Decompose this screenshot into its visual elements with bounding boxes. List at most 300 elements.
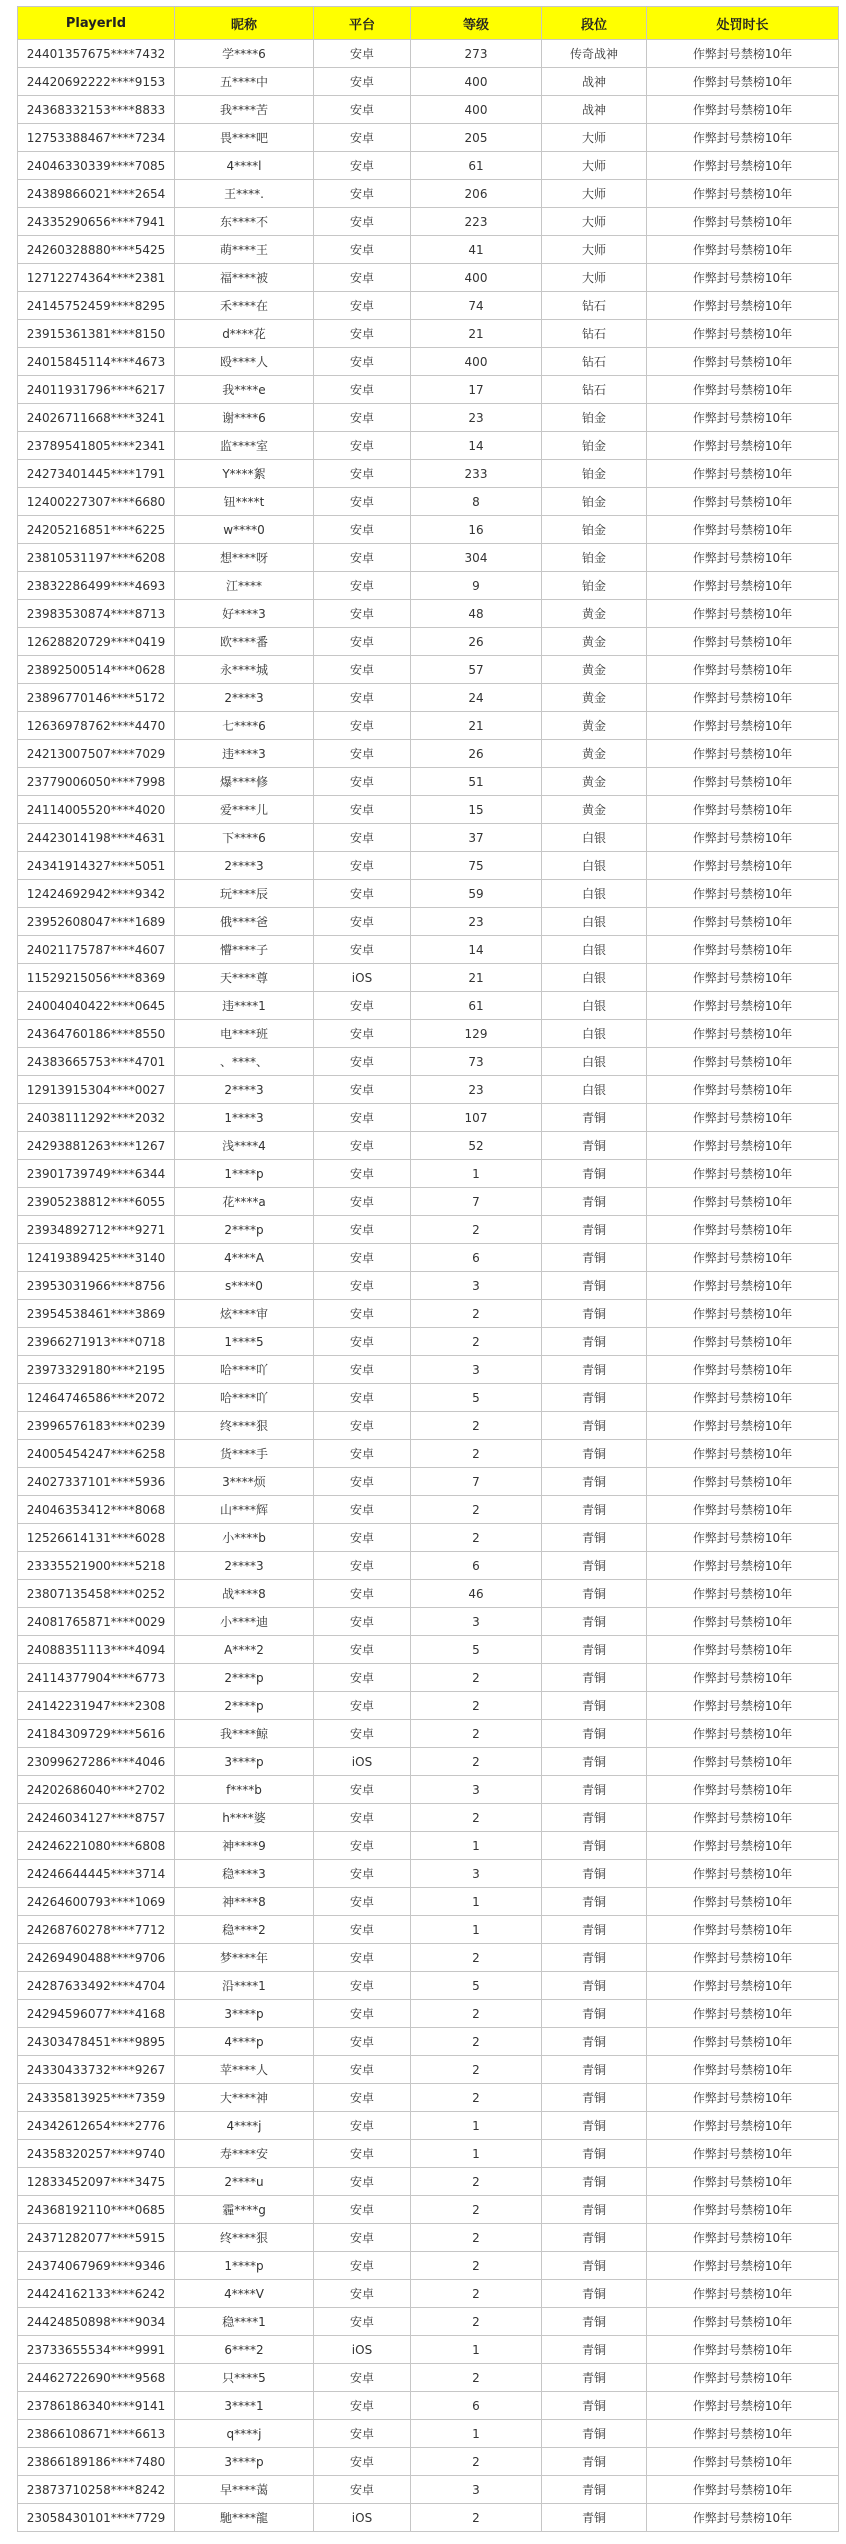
platform-cell: 安卓 — [314, 348, 411, 376]
rank-cell: 青铜 — [542, 1944, 647, 1972]
rank-cell: 青铜 — [542, 1356, 647, 1384]
platform-cell: 安卓 — [314, 1916, 411, 1944]
ban-list-sheet — [17, 6, 838, 2532]
penalty-cell: 作弊封号禁榜10年 — [647, 1356, 839, 1384]
level-cell: 6 — [411, 1244, 542, 1272]
nickname-cell: 货****手 — [175, 1440, 314, 1468]
penalty-cell: 作弊封号禁榜10年 — [647, 40, 839, 68]
table-row — [18, 432, 839, 460]
platform-cell: 安卓 — [314, 1832, 411, 1860]
player-id-cell: 24246034127****8757 — [18, 1804, 175, 1832]
platform-cell: 安卓 — [314, 1580, 411, 1608]
platform-cell: 安卓 — [314, 1384, 411, 1412]
column-header-penalty: 处罚时长 — [647, 7, 839, 40]
penalty-cell: 作弊封号禁榜10年 — [647, 2336, 839, 2364]
platform-cell: 安卓 — [314, 684, 411, 712]
level-cell: 2 — [411, 1328, 542, 1356]
platform-cell: 安卓 — [314, 2000, 411, 2028]
rank-cell: 青铜 — [542, 2084, 647, 2112]
player-id-cell: 24287633492****4704 — [18, 1972, 175, 2000]
player-id-cell: 24273401445****1791 — [18, 460, 175, 488]
nickname-cell: 神****8 — [175, 1888, 314, 1916]
penalty-cell: 作弊封号禁榜10年 — [647, 2392, 839, 2420]
rank-cell: 青铜 — [542, 2280, 647, 2308]
platform-cell: 安卓 — [314, 488, 411, 516]
nickname-cell: 花****a — [175, 1188, 314, 1216]
level-cell: 2 — [411, 1440, 542, 1468]
platform-cell: 安卓 — [314, 2056, 411, 2084]
level-cell: 2 — [411, 1524, 542, 1552]
rank-cell: 青铜 — [542, 1272, 647, 1300]
platform-cell: 安卓 — [314, 320, 411, 348]
nickname-cell: 谢****6 — [175, 404, 314, 432]
penalty-cell: 作弊封号禁榜10年 — [647, 2084, 839, 2112]
rank-cell: 青铜 — [542, 2476, 647, 2504]
platform-cell: 安卓 — [314, 1272, 411, 1300]
platform-cell: 安卓 — [314, 2476, 411, 2504]
level-cell: 2 — [411, 2308, 542, 2336]
rank-cell: 青铜 — [542, 2000, 647, 2028]
platform-cell: 安卓 — [314, 2308, 411, 2336]
table-row — [18, 2392, 839, 2420]
platform-cell: 安卓 — [314, 180, 411, 208]
platform-cell: 安卓 — [314, 460, 411, 488]
player-id-cell: 24335290656****7941 — [18, 208, 175, 236]
platform-cell: 安卓 — [314, 68, 411, 96]
platform-cell: 安卓 — [314, 1160, 411, 1188]
rank-cell: 青铜 — [542, 1552, 647, 1580]
player-id-cell: 11529215056****8369 — [18, 964, 175, 992]
rank-cell: 青铜 — [542, 2504, 647, 2532]
level-cell: 26 — [411, 740, 542, 768]
rank-cell: 战神 — [542, 96, 647, 124]
platform-cell: 安卓 — [314, 600, 411, 628]
table-row — [18, 544, 839, 572]
penalty-cell: 作弊封号禁榜10年 — [647, 880, 839, 908]
rank-cell: 白银 — [542, 880, 647, 908]
nickname-cell: A****2 — [175, 1636, 314, 1664]
level-cell: 7 — [411, 1188, 542, 1216]
rank-cell: 青铜 — [542, 1664, 647, 1692]
penalty-cell: 作弊封号禁榜10年 — [647, 992, 839, 1020]
nickname-cell: 小****迪 — [175, 1608, 314, 1636]
player-id-cell: 12753388467****7234 — [18, 124, 175, 152]
table-row — [18, 2420, 839, 2448]
player-id-cell: 23866189186****7480 — [18, 2448, 175, 2476]
platform-cell: 安卓 — [314, 2028, 411, 2056]
penalty-cell: 作弊封号禁榜10年 — [647, 1468, 839, 1496]
level-cell: 17 — [411, 376, 542, 404]
rank-cell: 白银 — [542, 852, 647, 880]
penalty-cell: 作弊封号禁榜10年 — [647, 1608, 839, 1636]
table-row — [18, 2308, 839, 2336]
penalty-cell: 作弊封号禁榜10年 — [647, 1804, 839, 1832]
player-id-cell: 24184309729****5616 — [18, 1720, 175, 1748]
player-id-cell: 23983530874****8713 — [18, 600, 175, 628]
level-cell: 37 — [411, 824, 542, 852]
player-id-cell: 12636978762****4470 — [18, 712, 175, 740]
rank-cell: 青铜 — [542, 1160, 647, 1188]
level-cell: 2 — [411, 2252, 542, 2280]
penalty-cell: 作弊封号禁榜10年 — [647, 488, 839, 516]
platform-cell: iOS — [314, 964, 411, 992]
nickname-cell: 3****p — [175, 1748, 314, 1776]
table-row — [18, 1328, 839, 1356]
player-id-cell: 24205216851****6225 — [18, 516, 175, 544]
platform-cell: 安卓 — [314, 908, 411, 936]
platform-cell: 安卓 — [314, 1776, 411, 1804]
rank-cell: 青铜 — [542, 1216, 647, 1244]
player-id-cell: 24246221080****6808 — [18, 1832, 175, 1860]
penalty-cell: 作弊封号禁榜10年 — [647, 628, 839, 656]
rank-cell: 大师 — [542, 152, 647, 180]
table-row — [18, 1524, 839, 1552]
table-row — [18, 404, 839, 432]
platform-cell: 安卓 — [314, 208, 411, 236]
platform-cell: 安卓 — [314, 992, 411, 1020]
table-row — [18, 1608, 839, 1636]
rank-cell: 大师 — [542, 124, 647, 152]
penalty-cell: 作弊封号禁榜10年 — [647, 1104, 839, 1132]
player-id-cell: 12913915304****0027 — [18, 1076, 175, 1104]
level-cell: 3 — [411, 1608, 542, 1636]
table-row — [18, 2476, 839, 2504]
rank-cell: 青铜 — [542, 1188, 647, 1216]
nickname-cell: 天****尊 — [175, 964, 314, 992]
rank-cell: 大师 — [542, 208, 647, 236]
level-cell: 2 — [411, 2196, 542, 2224]
table-row — [18, 516, 839, 544]
rank-cell: 青铜 — [542, 1524, 647, 1552]
table-row — [18, 488, 839, 516]
table-row — [18, 1132, 839, 1160]
player-id-cell: 24246644445****3714 — [18, 1860, 175, 1888]
nickname-cell: 大****神 — [175, 2084, 314, 2112]
nickname-cell: 2****p — [175, 1664, 314, 1692]
penalty-cell: 作弊封号禁榜10年 — [647, 2252, 839, 2280]
table-row — [18, 320, 839, 348]
table-row — [18, 1692, 839, 1720]
platform-cell: 安卓 — [314, 2140, 411, 2168]
penalty-cell: 作弊封号禁榜10年 — [647, 2112, 839, 2140]
table-row — [18, 180, 839, 208]
player-id-cell: 23901739749****6344 — [18, 1160, 175, 1188]
nickname-cell: Y****絮 — [175, 460, 314, 488]
nickname-cell: 2****3 — [175, 1552, 314, 1580]
table-row — [18, 1944, 839, 1972]
nickname-cell: 爆****修 — [175, 768, 314, 796]
rank-cell: 钻石 — [542, 376, 647, 404]
table-row — [18, 2224, 839, 2252]
level-cell: 2 — [411, 2084, 542, 2112]
table-row — [18, 2448, 839, 2476]
rank-cell: 传奇战神 — [542, 40, 647, 68]
table-row — [18, 152, 839, 180]
platform-cell: 安卓 — [314, 1104, 411, 1132]
nickname-cell: 萌****王 — [175, 236, 314, 264]
player-id-cell: 24374067969****9346 — [18, 2252, 175, 2280]
player-id-cell: 23934892712****9271 — [18, 1216, 175, 1244]
penalty-cell: 作弊封号禁榜10年 — [647, 908, 839, 936]
platform-cell: 安卓 — [314, 152, 411, 180]
nickname-cell: 钮****t — [175, 488, 314, 516]
penalty-cell: 作弊封号禁榜10年 — [647, 1160, 839, 1188]
table-row — [18, 2140, 839, 2168]
rank-cell: 青铜 — [542, 1748, 647, 1776]
nickname-cell: s****0 — [175, 1272, 314, 1300]
player-id-cell: 23896770146****5172 — [18, 684, 175, 712]
player-id-cell: 12424692942****9342 — [18, 880, 175, 908]
nickname-cell: 1****3 — [175, 1104, 314, 1132]
rank-cell: 青铜 — [542, 1384, 647, 1412]
table-row — [18, 936, 839, 964]
platform-cell: 安卓 — [314, 572, 411, 600]
rank-cell: 白银 — [542, 1076, 647, 1104]
rank-cell: 青铜 — [542, 1804, 647, 1832]
rank-cell: 黄金 — [542, 768, 647, 796]
player-id-cell: 23953031966****8756 — [18, 1272, 175, 1300]
nickname-cell: 早****蔼 — [175, 2476, 314, 2504]
rank-cell: 战神 — [542, 68, 647, 96]
level-cell: 8 — [411, 488, 542, 516]
level-cell: 3 — [411, 2476, 542, 2504]
player-id-cell: 23832286499****4693 — [18, 572, 175, 600]
player-id-cell: 24424162133****6242 — [18, 2280, 175, 2308]
player-id-cell: 24213007507****7029 — [18, 740, 175, 768]
platform-cell: 安卓 — [314, 628, 411, 656]
platform-cell: 安卓 — [314, 40, 411, 68]
level-cell: 2 — [411, 2000, 542, 2028]
level-cell: 129 — [411, 1020, 542, 1048]
table-row — [18, 460, 839, 488]
nickname-cell: 战****8 — [175, 1580, 314, 1608]
platform-cell: 安卓 — [314, 1944, 411, 1972]
rank-cell: 青铜 — [542, 1916, 647, 1944]
nickname-cell: 2****u — [175, 2168, 314, 2196]
player-id-cell: 24389866021****2654 — [18, 180, 175, 208]
level-cell: 400 — [411, 96, 542, 124]
penalty-cell: 作弊封号禁榜10年 — [647, 404, 839, 432]
player-id-cell: 12464746586****2072 — [18, 1384, 175, 1412]
nickname-cell: 4****p — [175, 2028, 314, 2056]
table-row — [18, 264, 839, 292]
penalty-cell: 作弊封号禁榜10年 — [647, 2140, 839, 2168]
level-cell: 21 — [411, 320, 542, 348]
rank-cell: 青铜 — [542, 2448, 647, 2476]
player-id-cell: 24368332153****8833 — [18, 96, 175, 124]
level-cell: 1 — [411, 1916, 542, 1944]
penalty-cell: 作弊封号禁榜10年 — [647, 376, 839, 404]
nickname-cell: 小****b — [175, 1524, 314, 1552]
player-id-cell: 24046353412****8068 — [18, 1496, 175, 1524]
table-row — [18, 2336, 839, 2364]
level-cell: 6 — [411, 2392, 542, 2420]
level-cell: 61 — [411, 152, 542, 180]
player-id-cell: 24145752459****8295 — [18, 292, 175, 320]
player-id-cell: 23099627286****4046 — [18, 1748, 175, 1776]
player-id-cell: 24341914327****5051 — [18, 852, 175, 880]
table-row — [18, 880, 839, 908]
column-header-nickname: 昵称 — [175, 7, 314, 40]
rank-cell: 青铜 — [542, 1692, 647, 1720]
rank-cell: 青铜 — [542, 1132, 647, 1160]
penalty-cell: 作弊封号禁榜10年 — [647, 2056, 839, 2084]
player-id-cell: 24027337101****5936 — [18, 1468, 175, 1496]
rank-cell: 青铜 — [542, 2252, 647, 2280]
table-row — [18, 1580, 839, 1608]
level-cell: 1 — [411, 2336, 542, 2364]
rank-cell: 黄金 — [542, 628, 647, 656]
player-id-cell: 24011931796****6217 — [18, 376, 175, 404]
penalty-cell: 作弊封号禁榜10年 — [647, 544, 839, 572]
table-row — [18, 1748, 839, 1776]
table-row — [18, 1272, 839, 1300]
platform-cell: 安卓 — [314, 124, 411, 152]
platform-cell: 安卓 — [314, 712, 411, 740]
table-row — [18, 1804, 839, 1832]
penalty-cell: 作弊封号禁榜10年 — [647, 1748, 839, 1776]
penalty-cell: 作弊封号禁榜10年 — [647, 1384, 839, 1412]
penalty-cell: 作弊封号禁榜10年 — [647, 1636, 839, 1664]
rank-cell: 铂金 — [542, 432, 647, 460]
nickname-cell: 梦****年 — [175, 1944, 314, 1972]
rank-cell: 白银 — [542, 992, 647, 1020]
penalty-cell: 作弊封号禁榜10年 — [647, 1412, 839, 1440]
penalty-cell: 作弊封号禁榜10年 — [647, 2364, 839, 2392]
player-id-cell: 24368192110****0685 — [18, 2196, 175, 2224]
nickname-cell: 神****9 — [175, 1832, 314, 1860]
penalty-cell: 作弊封号禁榜10年 — [647, 1328, 839, 1356]
table-row — [18, 1832, 839, 1860]
nickname-cell: 3****烦 — [175, 1468, 314, 1496]
table-row — [18, 572, 839, 600]
table-row — [18, 1440, 839, 1468]
player-id-cell: 12400227307****6680 — [18, 488, 175, 516]
rank-cell: 黄金 — [542, 796, 647, 824]
table-row — [18, 824, 839, 852]
level-cell: 61 — [411, 992, 542, 1020]
player-id-cell: 23905238812****6055 — [18, 1188, 175, 1216]
penalty-cell: 作弊封号禁榜10年 — [647, 712, 839, 740]
level-cell: 7 — [411, 1468, 542, 1496]
player-id-cell: 24335813925****7359 — [18, 2084, 175, 2112]
penalty-cell: 作弊封号禁榜10年 — [647, 1300, 839, 1328]
rank-cell: 青铜 — [542, 1888, 647, 1916]
nickname-cell: 哈****吖 — [175, 1356, 314, 1384]
rank-cell: 钻石 — [542, 292, 647, 320]
table-row — [18, 40, 839, 68]
rank-cell: 白银 — [542, 936, 647, 964]
rank-cell: 青铜 — [542, 2308, 647, 2336]
platform-cell: 安卓 — [314, 1496, 411, 1524]
table-row — [18, 964, 839, 992]
nickname-cell: 终****狠 — [175, 2224, 314, 2252]
player-id-cell: 24423014198****4631 — [18, 824, 175, 852]
penalty-cell: 作弊封号禁榜10年 — [647, 320, 839, 348]
table-row — [18, 908, 839, 936]
platform-cell: 安卓 — [314, 1636, 411, 1664]
level-cell: 206 — [411, 180, 542, 208]
level-cell: 5 — [411, 1972, 542, 2000]
level-cell: 24 — [411, 684, 542, 712]
nickname-cell: w****0 — [175, 516, 314, 544]
penalty-cell: 作弊封号禁榜10年 — [647, 2476, 839, 2504]
nickname-cell: 稳****3 — [175, 1860, 314, 1888]
nickname-cell: 欧****番 — [175, 628, 314, 656]
rank-cell: 黄金 — [542, 600, 647, 628]
player-id-cell: 24303478451****9895 — [18, 2028, 175, 2056]
rank-cell: 钻石 — [542, 348, 647, 376]
penalty-cell: 作弊封号禁榜10年 — [647, 740, 839, 768]
player-id-cell: 24260328880****5425 — [18, 236, 175, 264]
rank-cell: 青铜 — [542, 2392, 647, 2420]
penalty-cell: 作弊封号禁榜10年 — [647, 2224, 839, 2252]
nickname-cell: 山****辉 — [175, 1496, 314, 1524]
penalty-cell: 作弊封号禁榜10年 — [647, 1972, 839, 2000]
platform-cell: 安卓 — [314, 1328, 411, 1356]
nickname-cell: 五****中 — [175, 68, 314, 96]
level-cell: 400 — [411, 264, 542, 292]
platform-cell: 安卓 — [314, 1972, 411, 2000]
nickname-cell: 4****A — [175, 1244, 314, 1272]
rank-cell: 黄金 — [542, 740, 647, 768]
table-row — [18, 1664, 839, 1692]
table-row — [18, 1916, 839, 1944]
penalty-cell: 作弊封号禁榜10年 — [647, 824, 839, 852]
column-header-platform: 平台 — [314, 7, 411, 40]
column-header-rank: 段位 — [542, 7, 647, 40]
level-cell: 46 — [411, 1580, 542, 1608]
nickname-cell: 畏****吧 — [175, 124, 314, 152]
nickname-cell: 2****p — [175, 1216, 314, 1244]
penalty-cell: 作弊封号禁榜10年 — [647, 1860, 839, 1888]
rank-cell: 青铜 — [542, 2140, 647, 2168]
column-header-level: 等级 — [411, 7, 542, 40]
penalty-cell: 作弊封号禁榜10年 — [647, 516, 839, 544]
rank-cell: 青铜 — [542, 1832, 647, 1860]
level-cell: 2 — [411, 1412, 542, 1440]
penalty-cell: 作弊封号禁榜10年 — [647, 2448, 839, 2476]
rank-cell: 青铜 — [542, 2112, 647, 2140]
rank-cell: 青铜 — [542, 1860, 647, 1888]
platform-cell: 安卓 — [314, 2084, 411, 2112]
player-id-cell: 24038111292****2032 — [18, 1104, 175, 1132]
header-row — [18, 7, 839, 40]
table-row — [18, 208, 839, 236]
table-row — [18, 1076, 839, 1104]
platform-cell: 安卓 — [314, 1356, 411, 1384]
nickname-cell: 6****2 — [175, 2336, 314, 2364]
player-id-cell: 23873710258****8242 — [18, 2476, 175, 2504]
nickname-cell: 王****. — [175, 180, 314, 208]
table-row — [18, 1468, 839, 1496]
player-id-cell: 24264600793****1069 — [18, 1888, 175, 1916]
nickname-cell: 七****6 — [175, 712, 314, 740]
table-row — [18, 1356, 839, 1384]
platform-cell: 安卓 — [314, 1132, 411, 1160]
penalty-cell: 作弊封号禁榜10年 — [647, 1552, 839, 1580]
level-cell: 2 — [411, 1748, 542, 1776]
nickname-cell: 想****呀 — [175, 544, 314, 572]
nickname-cell: 浅****4 — [175, 1132, 314, 1160]
table-row — [18, 2084, 839, 2112]
level-cell: 26 — [411, 628, 542, 656]
nickname-cell: 我****e — [175, 376, 314, 404]
nickname-cell: 我****鲸 — [175, 1720, 314, 1748]
table-row — [18, 2252, 839, 2280]
table-row — [18, 68, 839, 96]
rank-cell: 青铜 — [542, 1300, 647, 1328]
